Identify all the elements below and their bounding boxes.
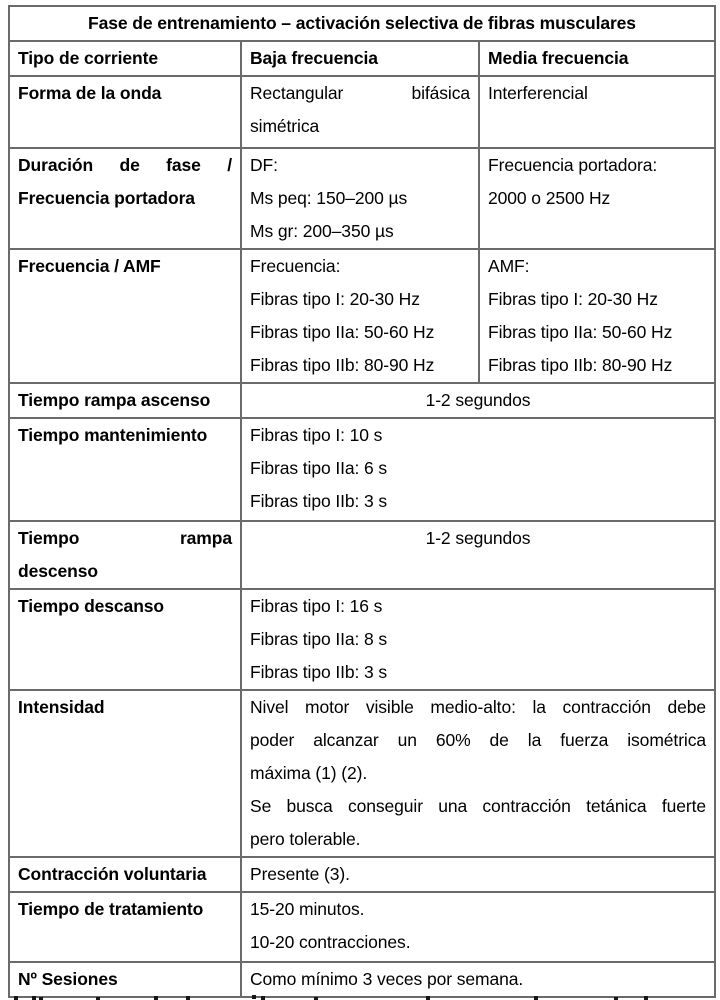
text-line: Tiempo de tratamiento <box>18 899 204 919</box>
tiempo-tratamiento-label <box>9 892 241 962</box>
table-row-tiempo-mantenimiento <box>9 418 715 521</box>
table-row-tiempo-rampa-ascenso <box>9 383 715 418</box>
tiempo-rampa-ascenso-value <box>241 383 715 418</box>
forma-onda-value-media <box>479 76 715 148</box>
text-line: Fibras tipo I: 20-30 Hz <box>250 289 420 309</box>
text-line: Forma de la onda <box>18 83 162 103</box>
text-line: Se busca conseguir una contracción tetánica fuerte <box>250 796 706 816</box>
text-line: máxima (1) (2). <box>250 763 368 783</box>
text-line: Tiempo descanso <box>18 596 165 616</box>
tiempo-tratamiento-value <box>241 892 715 962</box>
text-line: AMF: <box>488 256 530 276</box>
text-line: Rectangular bifásica <box>250 83 470 103</box>
table-row-forma-onda <box>9 76 715 148</box>
forma-onda-value-baja <box>241 76 479 148</box>
column-header-0: Tipo de corriente <box>9 41 241 76</box>
tiempo-descanso-value <box>241 589 715 690</box>
table-title: Fase de entrenamiento – activación selectiva de fibras musculares <box>9 6 715 41</box>
text-line: Intensidad <box>18 697 105 717</box>
text-line: Fibras tipo I: 10 s <box>250 425 383 445</box>
text-line: Contracción voluntaria <box>18 864 207 884</box>
duracion-fase-frecuencia-portadora-value-media <box>479 148 715 249</box>
table-row-tiempo-descanso <box>9 589 715 690</box>
tiempo-mantenimiento-label <box>9 418 241 521</box>
text-line: Como mínimo 3 veces por semana. <box>250 969 524 989</box>
intensidad-value <box>241 690 715 857</box>
text-line: Frecuencia / AMF <box>18 256 161 276</box>
text-line: Fibras tipo IIa: 6 s <box>250 458 388 478</box>
duracion-fase-frecuencia-portadora-value-baja <box>241 148 479 249</box>
text-line: Tiempo rampa ascenso <box>18 390 211 410</box>
text-line: Fibras tipo IIb: 3 s <box>250 662 388 682</box>
text-line: Interferencial <box>488 83 588 103</box>
text-line: Frecuencia portadora: <box>488 155 658 175</box>
table-row-num-sesiones <box>9 962 715 997</box>
text-line: 15-20 minutos. <box>250 899 365 919</box>
text-line: Fibras tipo IIa: 50-60 Hz <box>250 322 435 342</box>
frecuencia-amf-value-media <box>479 249 715 383</box>
text-line: Frecuencia: <box>250 256 341 276</box>
num-sesiones-value <box>241 962 715 997</box>
text-line: Tiempo rampa <box>18 528 232 548</box>
title-row <box>9 6 715 41</box>
intensidad-label <box>9 690 241 857</box>
text-line: Tiempo mantenimiento <box>18 425 208 445</box>
text-line: Ms peq: 150–200 µs <box>250 188 408 208</box>
text-line: Frecuencia portadora <box>18 188 195 208</box>
text-line: Fibras tipo I: 16 s <box>250 596 383 616</box>
forma-onda-label <box>9 76 241 148</box>
contraccion-voluntaria-value <box>241 857 715 892</box>
frecuencia-amf-value-baja <box>241 249 479 383</box>
text-line: DF: <box>250 155 278 175</box>
text-line: Presente (3). <box>250 864 350 884</box>
table-row-contraccion-voluntaria <box>9 857 715 892</box>
table-body <box>9 6 715 997</box>
tiempo-mantenimiento-value <box>241 418 715 521</box>
duracion-fase-frecuencia-portadora-label <box>9 148 241 249</box>
text-line: simétrica <box>250 116 320 136</box>
table-row-tiempo-rampa-descenso <box>9 521 715 589</box>
num-sesiones-label <box>9 962 241 997</box>
text-line: poder alcanzar un 60% de la fuerza isométrica <box>250 730 706 750</box>
text-line: 2000 o 2500 Hz <box>488 188 611 208</box>
table-row-frecuencia-amf <box>9 249 715 383</box>
cutoff-caption-fragments <box>14 996 18 1000</box>
frecuencia-amf-label <box>9 249 241 383</box>
text-line: Duración de fase / <box>18 155 232 175</box>
text-line: 1-2 segundos <box>425 528 531 548</box>
column-header-row <box>9 41 715 76</box>
text-line: Ms gr: 200–350 µs <box>250 221 394 241</box>
text-line: descenso <box>18 561 98 581</box>
tiempo-rampa-descenso-label <box>9 521 241 589</box>
tiempo-rampa-descenso-value <box>241 521 715 589</box>
text-line: pero tolerable. <box>250 829 361 849</box>
text-line: 10-20 contracciones. <box>250 932 411 952</box>
text-line: Fibras tipo IIb: 80-90 Hz <box>250 355 435 375</box>
contraccion-voluntaria-label <box>9 857 241 892</box>
text-line: Fibras tipo IIb: 80-90 Hz <box>488 355 673 375</box>
tiempo-rampa-ascenso-label <box>9 383 241 418</box>
text-line: 1-2 segundos <box>425 390 531 410</box>
text-line: Nivel motor visible medio-alto: la contracción debe <box>250 697 706 717</box>
text-line: Nº Sesiones <box>18 969 118 989</box>
table-row-intensidad <box>9 690 715 857</box>
tiempo-descanso-label <box>9 589 241 690</box>
text-line: Fibras tipo IIa: 50-60 Hz <box>488 322 673 342</box>
parameters-table <box>8 5 716 998</box>
column-header-2: Media frecuencia <box>479 41 715 76</box>
column-header-1: Baja frecuencia <box>241 41 479 76</box>
table-row-duracion-fase-frecuencia-portadora <box>9 148 715 249</box>
text-line: Fibras tipo I: 20-30 Hz <box>488 289 658 309</box>
text-line: Fibras tipo IIa: 8 s <box>250 629 388 649</box>
table-row-tiempo-tratamiento <box>9 892 715 962</box>
text-line: Fibras tipo IIb: 3 s <box>250 491 388 511</box>
